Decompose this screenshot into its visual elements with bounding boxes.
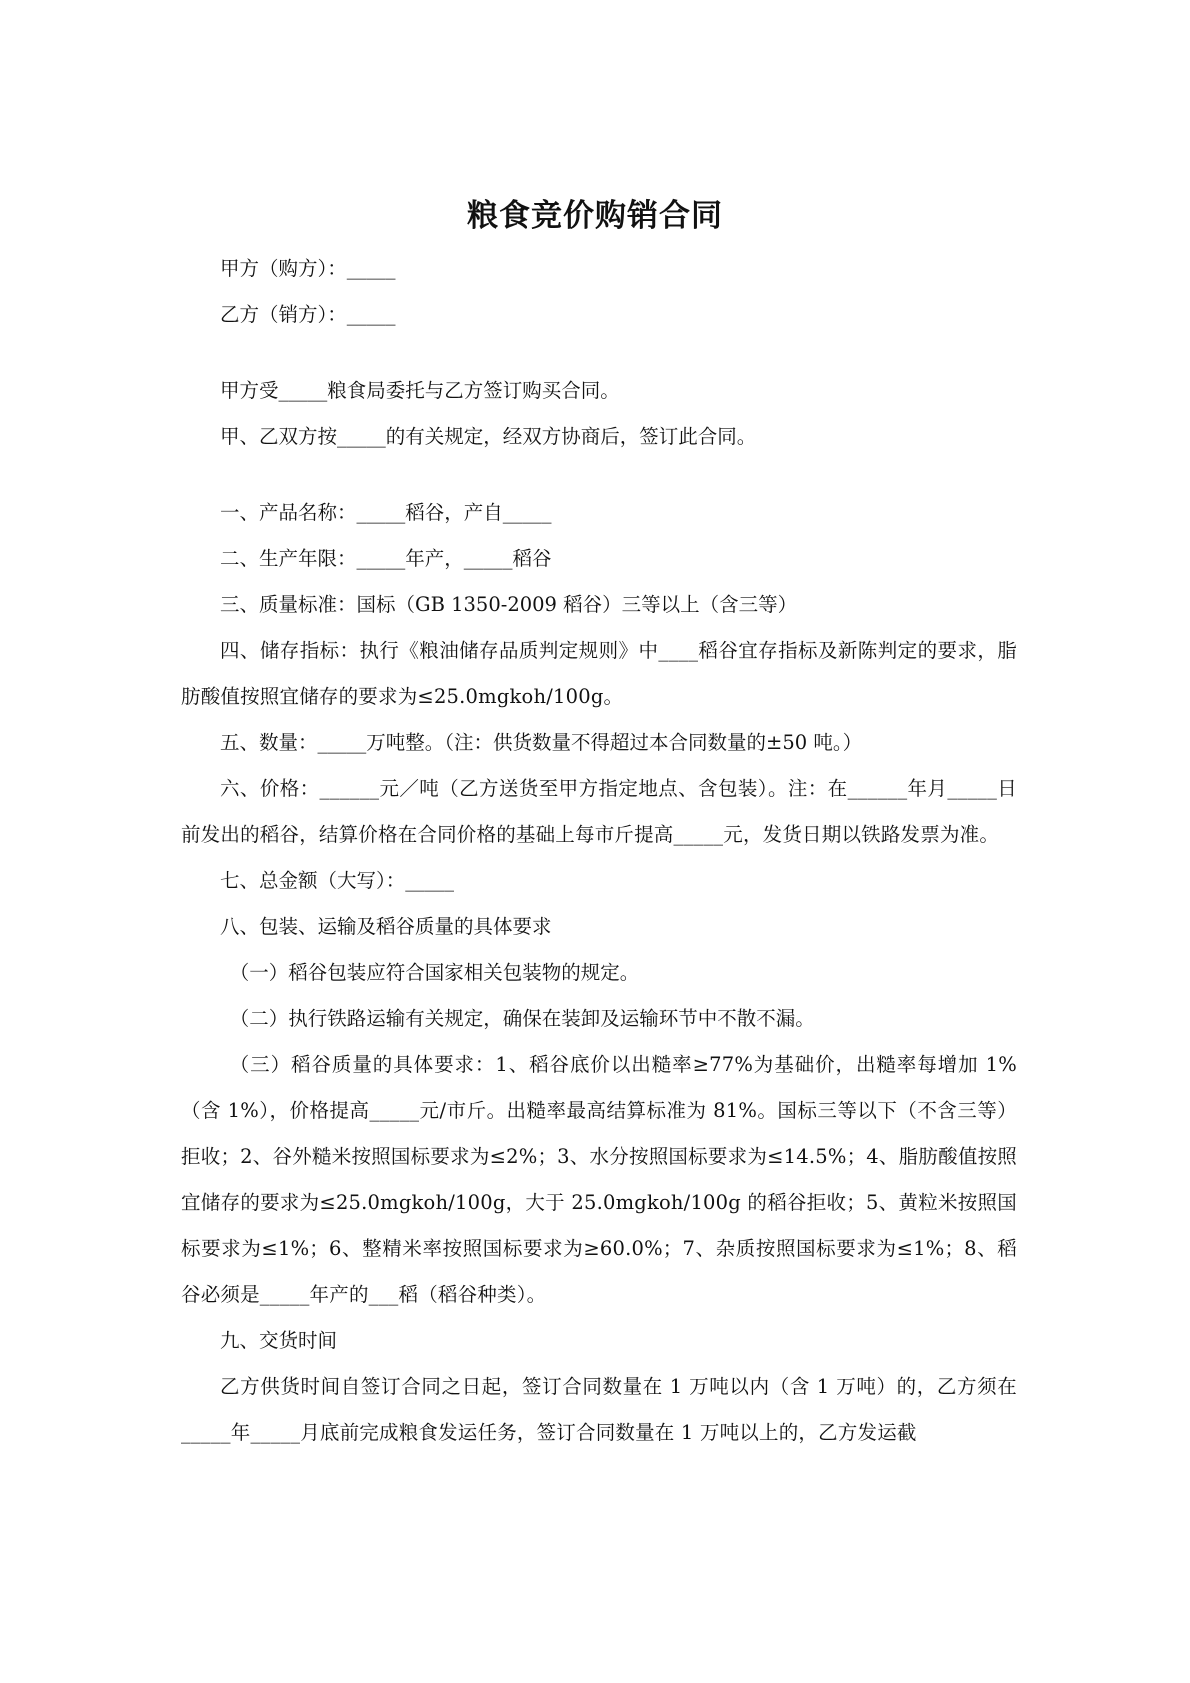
entrust-line: 甲方受_____粮食局委托与乙方签订购买合同。 [220, 379, 620, 402]
blank-line [181, 338, 1017, 368]
party-a-line: 甲方（购方）：_____ [220, 257, 396, 280]
clause-total-amount: 七、总金额（大写）：_____ [220, 869, 455, 892]
clause-production-year: 二、生产年限：_____年产，_____稻谷 [220, 547, 552, 570]
clause-product-name: 一、产品名称：_____稻谷，产自_____ [220, 501, 552, 524]
clause-quality-standard: 三、质量标准：国标（GB 1350-2009 稻谷）三等以上（含三等） [220, 593, 798, 616]
clause-packaging-heading: 八、包装、运输及稻谷质量的具体要求 [220, 915, 552, 938]
party-b-line: 乙方（销方）：_____ [220, 303, 396, 326]
document-title: 粮食竞价购销合同 [467, 198, 723, 234]
agreement-line: 甲、乙双方按_____的有关规定，经双方协商后，签订此合同。 [220, 425, 757, 448]
clause-packaging-1: （一）稻谷包装应符合国家相关包装物的规定。 [229, 961, 640, 984]
contract-body [181, 246, 1017, 1456]
clause-price: 六、价格：______元／吨（乙方送货至甲方指定地点、含包装）。注：在______年月_____日前发出的稻谷，结算价格在合同价格的基础上每市斤提高_____元，发货日期以铁路发票为准。 [181, 777, 1017, 846]
clause-delivery-heading: 九、交货时间 [220, 1329, 338, 1352]
clause-packaging-3: （三）稻谷质量的具体要求：1、稻谷底价以出糙率≥77%为基础价，出糙率每增加 1%（含 1%），价格提高_____元/市斤。出糙率最高结算标准为 81%。国标三等以下（不含三等）拒收；2、谷外糙米按照国标要求为≤2%；3、水分按照国标要求为≤14.5%；4、脂肪酸值按照宜储存的要求为≤25.0mgkoh/100g，大于 25.0mgkoh/100g 的稻谷拒收；5、黄粒米按照国标要求为≤1%；6、整精米率按照国标要求为≥60.0%；7、杂质按照国标要求为≤1%；8、稻谷必须是_____年产的___稻（稻谷种类）。 [181, 1053, 1017, 1306]
clause-storage-index: 四、储存指标：执行《粮油储存品质判定规则》中____稻谷宜存指标及新陈判定的要求，脂肪酸值按照宜储存的要求为≤25.0mgkoh/100g。 [181, 639, 1017, 708]
blank-line [181, 460, 1017, 490]
clause-delivery-text: 乙方供货时间自签订合同之日起，签订合同数量在 1 万吨以内（含 1 万吨）的，乙方须在_____年_____月底前完成粮食发运任务，签订合同数量在 1 万吨以上的，乙方发运截 [181, 1375, 1017, 1444]
clause-quantity: 五、数量：_____万吨整。（注：供货数量不得超过本合同数量的±50 吨。） [220, 731, 863, 754]
clause-packaging-2: （二）执行铁路运输有关规定，确保在装卸及运输环节中不散不漏。 [229, 1007, 815, 1030]
